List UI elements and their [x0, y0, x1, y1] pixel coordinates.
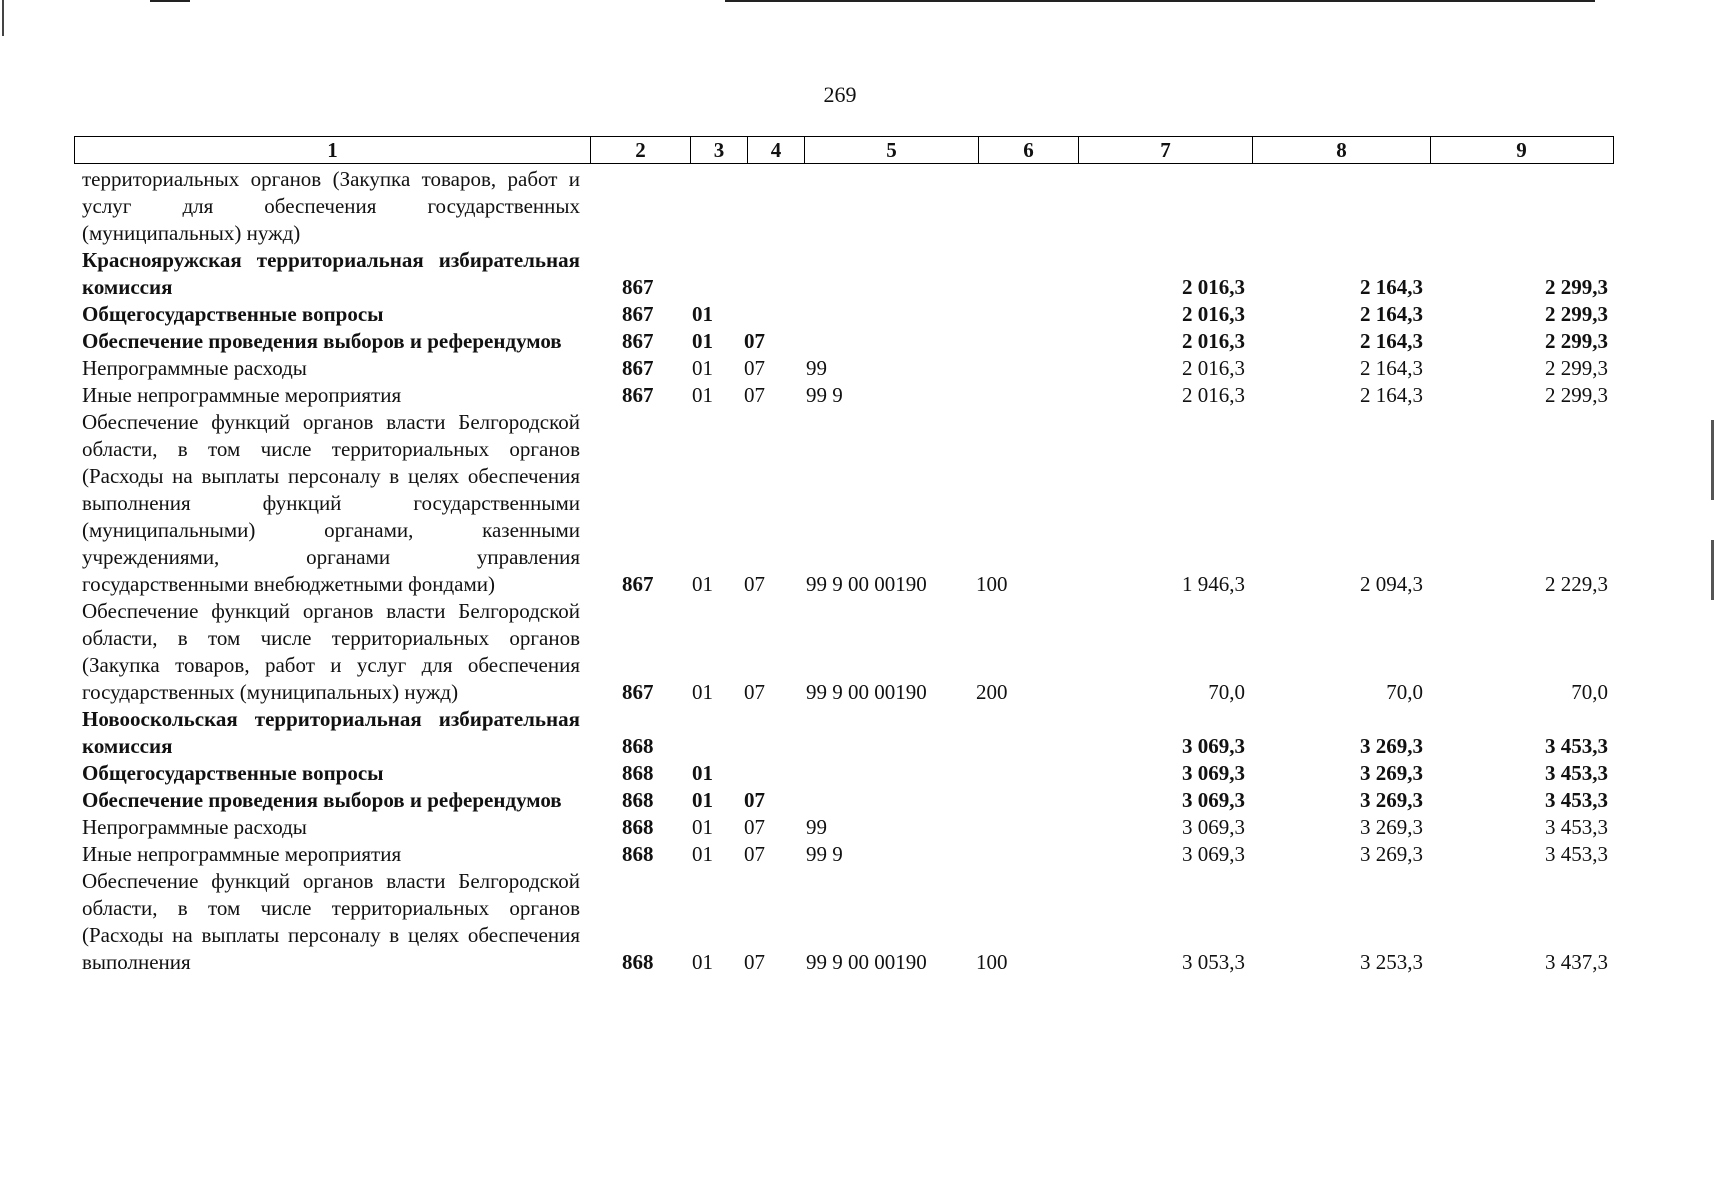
cell-target-article: 99 — [806, 356, 827, 380]
table-row — [74, 706, 1614, 760]
header-col-8: 8 — [1253, 137, 1431, 163]
table-row — [74, 355, 1614, 382]
cell-amount-2: 3 253,3 — [1360, 950, 1423, 974]
cell-section: 01 — [692, 761, 713, 785]
top-border-right — [725, 0, 1595, 2]
row-description: Иные непрограммные мероприятия — [82, 383, 402, 407]
cell-subsection: 07 — [744, 950, 765, 974]
cell-expense-type: 100 — [976, 950, 1008, 974]
cell-expense-type: 200 — [976, 680, 1008, 704]
cell-amount-2: 2 094,3 — [1360, 572, 1423, 596]
cell-section: 01 — [692, 383, 713, 407]
header-col-4: 4 — [748, 137, 805, 163]
table-row — [74, 814, 1614, 841]
row-description: Краснояружская территориальная избирательная комиссия — [82, 248, 580, 299]
cell-subsection: 07 — [744, 815, 765, 839]
cell-amount-2: 3 269,3 — [1360, 788, 1423, 812]
cell-amount-3: 3 453,3 — [1545, 815, 1608, 839]
row-description: Обеспечение проведения выборов и референдумов — [82, 329, 562, 353]
row-description: Обеспечение проведения выборов и референдумов — [82, 788, 562, 812]
cell-amount-1: 3 069,3 — [1182, 761, 1245, 785]
cell-amount-2: 3 269,3 — [1360, 734, 1423, 758]
cell-amount-3: 2 299,3 — [1545, 302, 1608, 326]
cell-amount-2: 2 164,3 — [1360, 383, 1423, 407]
cell-amount-1: 2 016,3 — [1182, 302, 1245, 326]
row-description: Иные непрограммные мероприятия — [82, 842, 402, 866]
cell-target-article: 99 9 00 00190 — [806, 572, 927, 596]
cell-amount-3: 70,0 — [1571, 680, 1608, 704]
header-col-5: 5 — [805, 137, 979, 163]
row-description: Общегосударственные вопросы — [82, 302, 384, 326]
cell-amount-3: 3 437,3 — [1545, 950, 1608, 974]
row-description: Непрограммные расходы — [82, 815, 307, 839]
row-description: Обеспечение функций органов власти Белгородской области, в том числе территориальных органов (Расходы на выплаты персоналу в целях обеспечения выполнения — [82, 869, 580, 974]
row-description: территориальных органов (Закупка товаров, работ и услуг для обеспечения государственных (муниципальных) нужд) — [82, 167, 580, 245]
header-col-3: 3 — [691, 137, 748, 163]
cell-admin-code: 868 — [622, 761, 654, 785]
table-header — [74, 136, 1614, 164]
cell-section: 01 — [692, 788, 713, 812]
cell-admin-code: 867 — [622, 275, 654, 299]
header-col-1: 1 — [75, 137, 591, 163]
cell-admin-code: 867 — [622, 302, 654, 326]
table-row — [74, 787, 1614, 814]
cell-amount-2: 2 164,3 — [1360, 356, 1423, 380]
table-row — [74, 868, 1614, 976]
cell-amount-1: 2 016,3 — [1182, 356, 1245, 380]
cell-amount-1: 2 016,3 — [1182, 329, 1245, 353]
cell-amount-2: 2 164,3 — [1360, 275, 1423, 299]
cell-amount-3: 2 299,3 — [1545, 329, 1608, 353]
cell-amount-3: 2 299,3 — [1545, 275, 1608, 299]
cell-section: 01 — [692, 815, 713, 839]
cell-target-article: 99 — [806, 815, 827, 839]
table-row — [74, 841, 1614, 868]
cell-section: 01 — [692, 329, 713, 353]
cell-admin-code: 868 — [622, 788, 654, 812]
cell-amount-1: 1 946,3 — [1182, 572, 1245, 596]
cell-amount-3: 2 299,3 — [1545, 383, 1608, 407]
cell-expense-type: 100 — [976, 572, 1008, 596]
cell-section: 01 — [692, 356, 713, 380]
row-description: Обеспечение функций органов власти Белгородской области, в том числе территориальных органов (Закупка товаров, работ и услуг для обеспечения государственных (муниципальных) нужд) — [82, 599, 580, 704]
header-col-9: 9 — [1516, 138, 1527, 162]
cell-amount-2: 3 269,3 — [1360, 842, 1423, 866]
cell-amount-3: 3 453,3 — [1545, 734, 1608, 758]
cell-admin-code: 868 — [622, 734, 654, 758]
cell-amount-2: 2 164,3 — [1360, 302, 1423, 326]
cell-amount-3: 2 299,3 — [1545, 356, 1608, 380]
cell-subsection: 07 — [744, 572, 765, 596]
cell-amount-1: 3 069,3 — [1182, 788, 1245, 812]
cell-amount-1: 70,0 — [1208, 680, 1245, 704]
cell-amount-1: 3 069,3 — [1182, 815, 1245, 839]
cell-target-article: 99 9 — [806, 842, 843, 866]
cell-amount-1: 3 069,3 — [1182, 842, 1245, 866]
cell-admin-code: 867 — [622, 356, 654, 380]
table-row — [74, 382, 1614, 409]
page-number: 269 — [823, 82, 857, 107]
cell-amount-1: 3 053,3 — [1182, 950, 1245, 974]
cell-section: 01 — [692, 950, 713, 974]
top-border-left — [150, 0, 190, 2]
cell-amount-2: 3 269,3 — [1360, 815, 1423, 839]
table-row — [74, 409, 1614, 598]
table-row — [74, 301, 1614, 328]
left-edge-mark — [2, 0, 4, 36]
row-description: Обеспечение функций органов власти Белгородской области, в том числе территориальных органов (Расходы на выплаты персоналу в целях обеспечения выполнения функций государственными (муниципальными) органами, казенными учреждениями, органами управления государственными внебюджетными фондами) — [82, 410, 580, 596]
cell-admin-code: 868 — [622, 950, 654, 974]
cell-admin-code: 867 — [622, 680, 654, 704]
cell-admin-code: 867 — [622, 329, 654, 353]
cell-target-article: 99 9 00 00190 — [806, 950, 927, 974]
cell-admin-code: 868 — [622, 815, 654, 839]
cell-admin-code: 867 — [622, 572, 654, 596]
cell-amount-3: 3 453,3 — [1545, 761, 1608, 785]
cell-subsection: 07 — [744, 842, 765, 866]
table-body — [74, 166, 1614, 976]
cell-admin-code: 867 — [622, 383, 654, 407]
cell-section: 01 — [692, 572, 713, 596]
cell-subsection: 07 — [744, 788, 765, 812]
table-row — [74, 166, 1614, 247]
header-col-6: 6 — [979, 137, 1079, 163]
cell-amount-3: 3 453,3 — [1545, 842, 1608, 866]
cell-subsection: 07 — [744, 383, 765, 407]
cell-target-article: 99 9 — [806, 383, 843, 407]
table-row — [74, 247, 1614, 301]
cell-admin-code: 868 — [622, 842, 654, 866]
cell-section: 01 — [692, 302, 713, 326]
cell-subsection: 07 — [744, 329, 765, 353]
cell-amount-2: 70,0 — [1386, 680, 1423, 704]
cell-target-article: 99 9 00 00190 — [806, 680, 927, 704]
cell-amount-3: 3 453,3 — [1545, 788, 1608, 812]
cell-section: 01 — [692, 680, 713, 704]
cell-amount-1: 3 069,3 — [1182, 734, 1245, 758]
row-description: Новооскольская территориальная избирательная комиссия — [82, 707, 580, 758]
table-row — [74, 598, 1614, 706]
table-row — [74, 760, 1614, 787]
cell-subsection: 07 — [744, 356, 765, 380]
row-description: Непрограммные расходы — [82, 356, 307, 380]
table-row — [74, 328, 1614, 355]
cell-amount-3: 2 229,3 — [1545, 572, 1608, 596]
row-description: Общегосударственные вопросы — [82, 761, 384, 785]
header-col-7: 7 — [1079, 137, 1253, 163]
cell-amount-2: 2 164,3 — [1360, 329, 1423, 353]
cell-amount-1: 2 016,3 — [1182, 383, 1245, 407]
cell-amount-1: 2 016,3 — [1182, 275, 1245, 299]
header-col-2: 2 — [591, 137, 691, 163]
cell-amount-2: 3 269,3 — [1360, 761, 1423, 785]
cell-section: 01 — [692, 842, 713, 866]
cell-subsection: 07 — [744, 680, 765, 704]
